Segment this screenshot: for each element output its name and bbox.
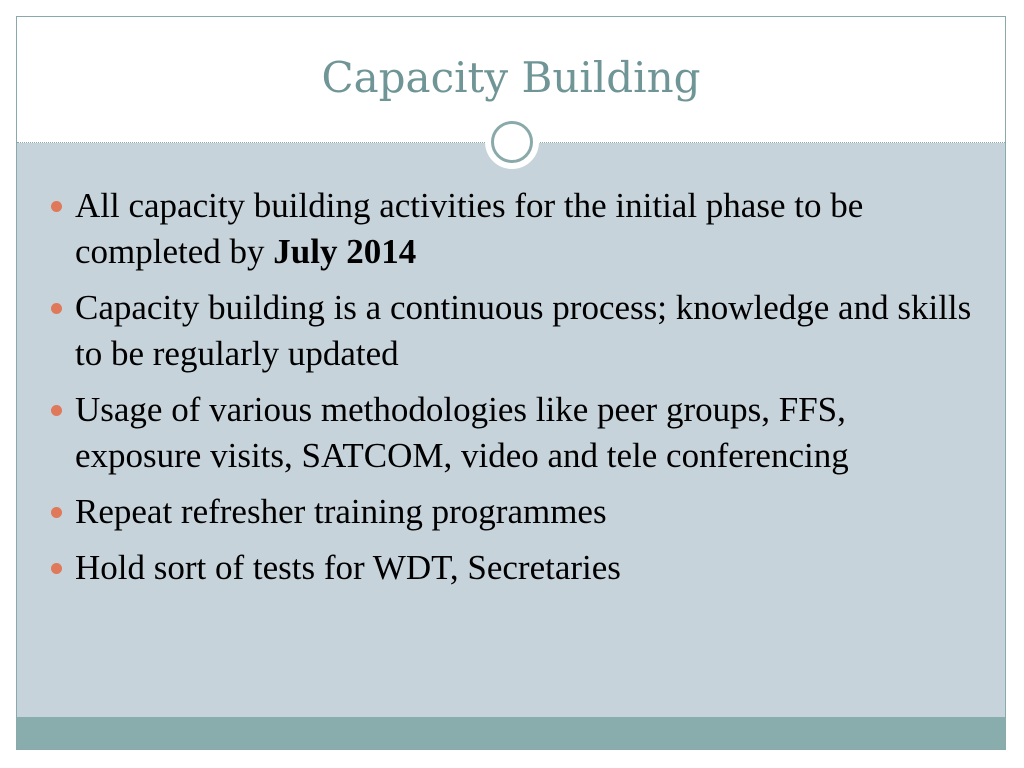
bullet-dot-icon — [51, 405, 62, 416]
bullet-text: Repeat refresher training programmes — [75, 492, 607, 531]
divider-circle-ornament — [485, 115, 539, 169]
bullet-text: Usage of various methodologies like peer groups, FFS, exposure visits, SATCOM, video and tele conferencing — [75, 390, 849, 475]
bullet-list — [47, 183, 977, 601]
content-area — [17, 143, 1005, 717]
bullet-text: Hold sort of tests for WDT, Secretaries — [75, 548, 621, 587]
bullet-bold-date: July 2014 — [273, 232, 417, 271]
slide — [16, 16, 1006, 750]
bullet-item — [47, 285, 977, 377]
footer-bar — [17, 717, 1005, 750]
bullet-dot-icon — [51, 303, 62, 314]
bullet-item — [47, 489, 977, 535]
bullet-dot-icon — [51, 201, 62, 212]
slide-title: Capacity Building — [321, 53, 701, 102]
bullet-dot-icon — [51, 507, 62, 518]
bullet-text: All capacity building activities for the initial phase to be completed by — [75, 186, 864, 271]
divider-circle-ring — [491, 121, 533, 163]
bullet-dot-icon — [51, 563, 62, 574]
bullet-text: Capacity building is a continuous process; knowledge and skills to be regularly updated — [75, 288, 972, 373]
bullet-item — [47, 545, 977, 591]
bullet-item — [47, 387, 977, 479]
bullet-item — [47, 183, 977, 275]
